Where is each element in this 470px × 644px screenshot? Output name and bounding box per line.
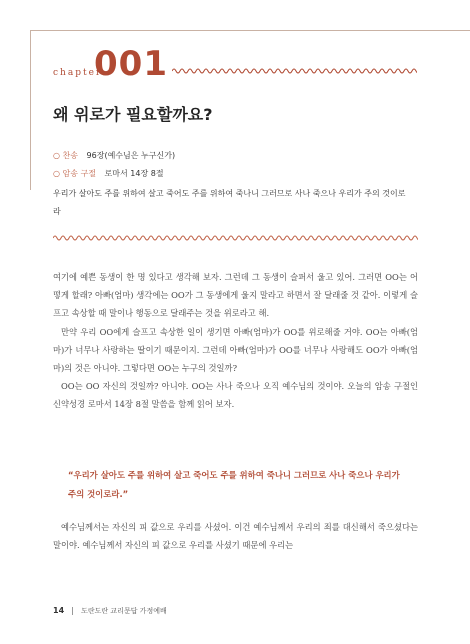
chapter-number: 001: [94, 44, 168, 84]
paragraph: OO는 OO 자신의 것일까? 아니야. OO는 사나 죽으나 오직 예수님의 것이야. 오늘의 암송 구절인 신약성경 로마서 14장 8절 말씀을 함께 읽어 보자.: [53, 381, 418, 410]
verse-label: 암송 구절: [62, 169, 96, 178]
page-title: 왜 위로가 필요할까요?: [53, 105, 213, 124]
bullet-icon: ○: [53, 169, 60, 178]
frame-top-line: [30, 30, 470, 31]
closing-text: [53, 518, 418, 554]
paragraph: 여기에 예쁜 동생이 한 명 있다고 생각해 보자. 그런데 그 동생이 슬퍼서 울고 있어. 그러면 OO는 어떻게 할래? 아빠(엄마) 생각에는 OO가 그 동생에게 울지 말라고 하면서 잘 달래줄 것 같아. 이렇게 슬프고 속상할 때 말이나 행동으로 달래주는 것을 위로라고 해.: [53, 272, 418, 319]
chapter-wave-divider: [172, 66, 417, 76]
page-number: 14: [53, 606, 65, 615]
footer-divider: [72, 607, 73, 615]
body-text: [53, 268, 418, 414]
book-title: 도란도란 교리문답 가정예배: [81, 607, 167, 615]
verse-reference: 로마서 14장 8절: [104, 169, 164, 178]
bullet-icon: ○: [53, 151, 60, 160]
paragraph: 예수님께서는 자신의 피 값으로 우리를 사셨어. 이건 예수님께서 우리의 죄를 대신해서 죽으셨다는 말이야. 예수님께서 자신의 피 값으로 우리를 사셨기 때문에 우리는: [53, 522, 418, 551]
section-wave-divider: [53, 233, 418, 243]
quote-verse: “우리가 살아도 주를 위하여 살고 죽어도 주를 위하여 죽나니 그러므로 사나 죽으나 우리가 주의 것이로라.”: [68, 470, 400, 499]
memory-verse-text: 우리가 살아도 주를 위하여 살고 죽어도 주를 위하여 죽나니 그러므로 사나 죽으나 우리가 주의 것이로라: [53, 189, 406, 216]
hymn-value: 96장(예수님은 누구신가): [86, 151, 176, 160]
page-footer: [53, 606, 167, 616]
hymn-label: 찬송: [62, 151, 78, 160]
paragraph: 만약 우리 OO에게 슬프고 속상한 일이 생기면 아빠(엄마)가 OO를 위로해줄 거야. OO는 아빠(엄마)가 너무나 사랑하는 딸이기 때문이지. 그런데 아빠(엄마)가 OO를 너무나 사랑해도 OO가 아빠(엄마)의 것은 아니야. 그렇다면 OO는 누구의 것일까?: [53, 326, 418, 374]
frame-left-line: [30, 30, 31, 190]
verse-ref-line: [53, 168, 164, 179]
chapter-label: chapter: [53, 68, 103, 78]
hymn-line: [53, 150, 175, 161]
